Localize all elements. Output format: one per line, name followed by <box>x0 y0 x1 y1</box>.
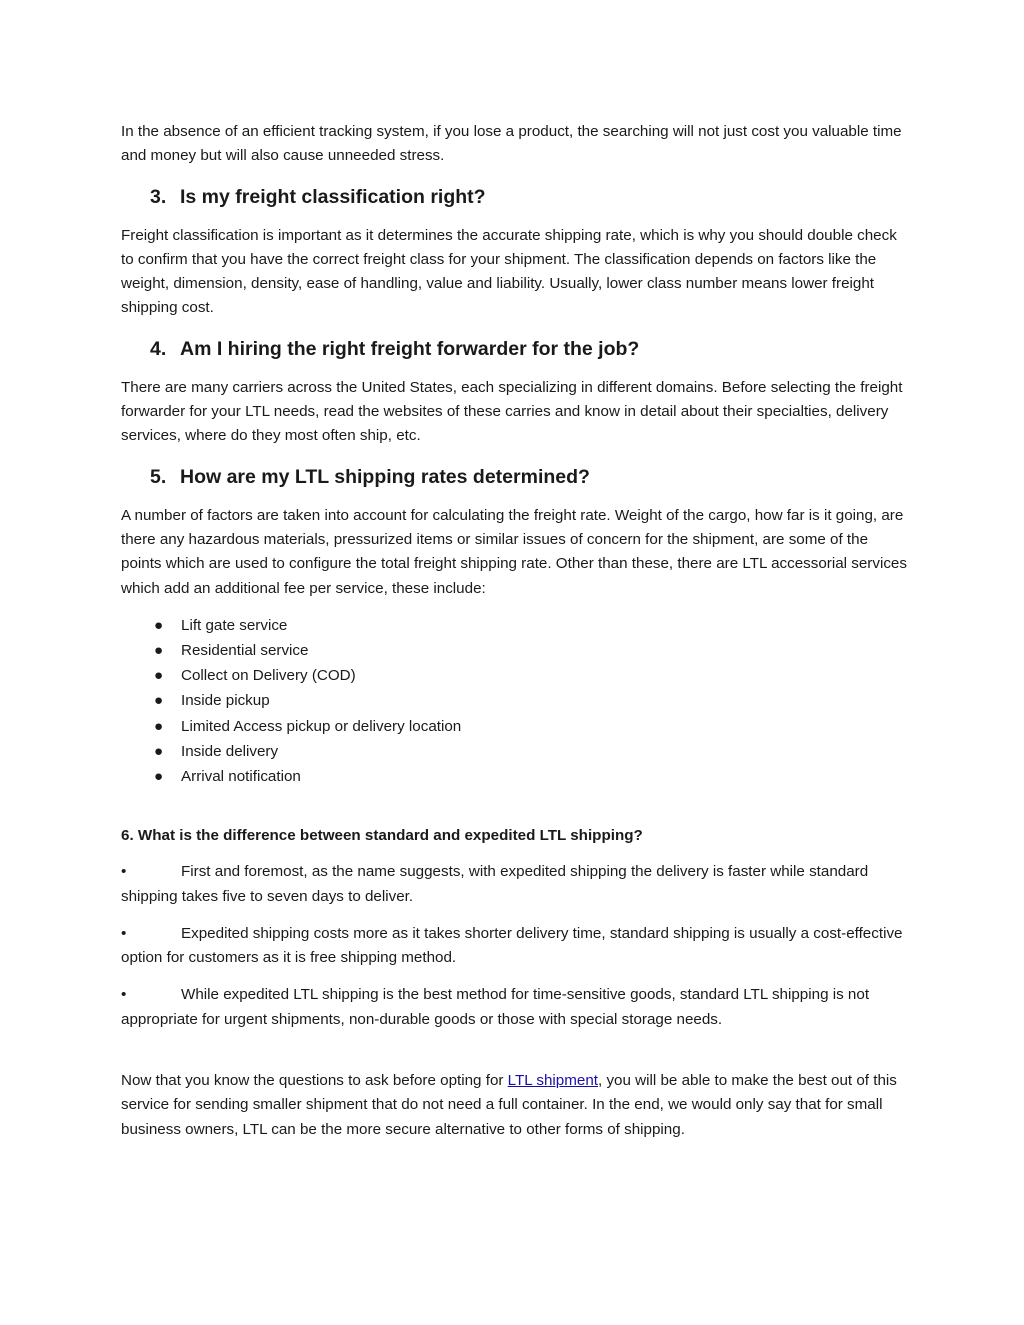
difference-item: • While expedited LTL shipping is the best method for time-sensitive goods, standard LTL shipping is not appropriate for urgent shipments, non-durable goods or those with special storage needs. <box>121 983 907 1032</box>
difference-item: • Expedited shipping costs more as it takes shorter delivery time, standard shipping is usually a cost-effective option for customers as it is free shipping method. <box>121 922 907 971</box>
freight-forwarder-paragraph: There are many carriers across the United States, each specializing in different domains. Before selecting the freight forwarder for your LTL needs, read the websites of these carries and know in detail about their specialties, delivery services, where do they most often ship, etc. <box>121 378 903 445</box>
heading-freight-classification <box>121 183 907 211</box>
heading-shipping-rates <box>121 463 907 491</box>
list-item: ● Collect on Delivery (COD) <box>121 663 907 688</box>
bullet-icon: ● <box>154 642 164 660</box>
heading-text: How are my LTL shipping rates determined? <box>180 465 590 488</box>
bullet-icon: ● <box>154 742 164 760</box>
bullet-icon: • <box>121 986 127 1004</box>
list-item: ● Inside pickup <box>121 688 907 713</box>
shipping-rates-paragraph: A number of factors are taken into account for calculating the freight rate. Weight of the cargo, how far is it going, are there any hazardous materials, pressurized items or similar issues of concern for the shipment, are some of the points which are used to configure the total freight shipping rate. Other than these, there are LTL accessorial services which add an additional fee per service, these include: <box>121 506 907 597</box>
difference-item: • First and foremost, as the name suggests, with expedited shipping the delivery is faster while standard shipping takes five to seven days to deliver. <box>121 860 907 909</box>
bullet-icon: • <box>121 924 127 942</box>
list-item: ● Lift gate service <box>121 613 907 638</box>
heading-text: Is my freight classification right? <box>180 185 486 208</box>
heading-text: Am I hiring the right freight forwarder for the job? <box>180 337 640 360</box>
list-item: ● Inside delivery <box>121 739 907 764</box>
document-page <box>121 120 907 1142</box>
closing-paragraph: Now that you know the questions to ask before opting for LTL shipment, you will be able to make the best out of this service for sending smaller shipment that do not need a full container. In the end, we would only say that for small business owners, LTL can be the more secure alternative to other forms of shipping. <box>121 1072 897 1138</box>
bullet-icon: ● <box>154 692 164 710</box>
intro-paragraph: In the absence of an efficient tracking system, if you lose a product, the searching will not just cost you valuable time and money but will also cause unneeded stress. <box>121 123 902 165</box>
bullet-icon: ● <box>154 768 164 786</box>
accessorial-services-list <box>121 613 907 789</box>
heading-number: 4. <box>150 337 167 360</box>
heading-freight-forwarder <box>121 335 907 363</box>
heading-standard-vs-expedited: 6. What is the difference between standard and expedited LTL shipping? <box>121 827 643 845</box>
bullet-icon: • <box>121 863 127 881</box>
list-item: ● Residential service <box>121 638 907 663</box>
bullet-icon: ● <box>154 667 164 685</box>
bullet-icon: ● <box>154 717 164 735</box>
list-item: ● Limited Access pickup or delivery location <box>121 714 907 739</box>
freight-classification-paragraph: Freight classification is important as it determines the accurate shipping rate, which is why you should double check to confirm that you have the correct freight class for your shipment. The classification depends on factors like the weight, dimension, density, ease of handling, value and liability. Usually, lower class number means lower freight shipping cost. <box>121 226 897 317</box>
list-item: ● Arrival notification <box>121 764 907 789</box>
heading-number: 3. <box>150 185 167 208</box>
bullet-icon: ● <box>154 616 164 634</box>
heading-number: 5. <box>150 465 167 488</box>
ltl-shipment-link[interactable]: LTL shipment <box>507 1072 598 1090</box>
